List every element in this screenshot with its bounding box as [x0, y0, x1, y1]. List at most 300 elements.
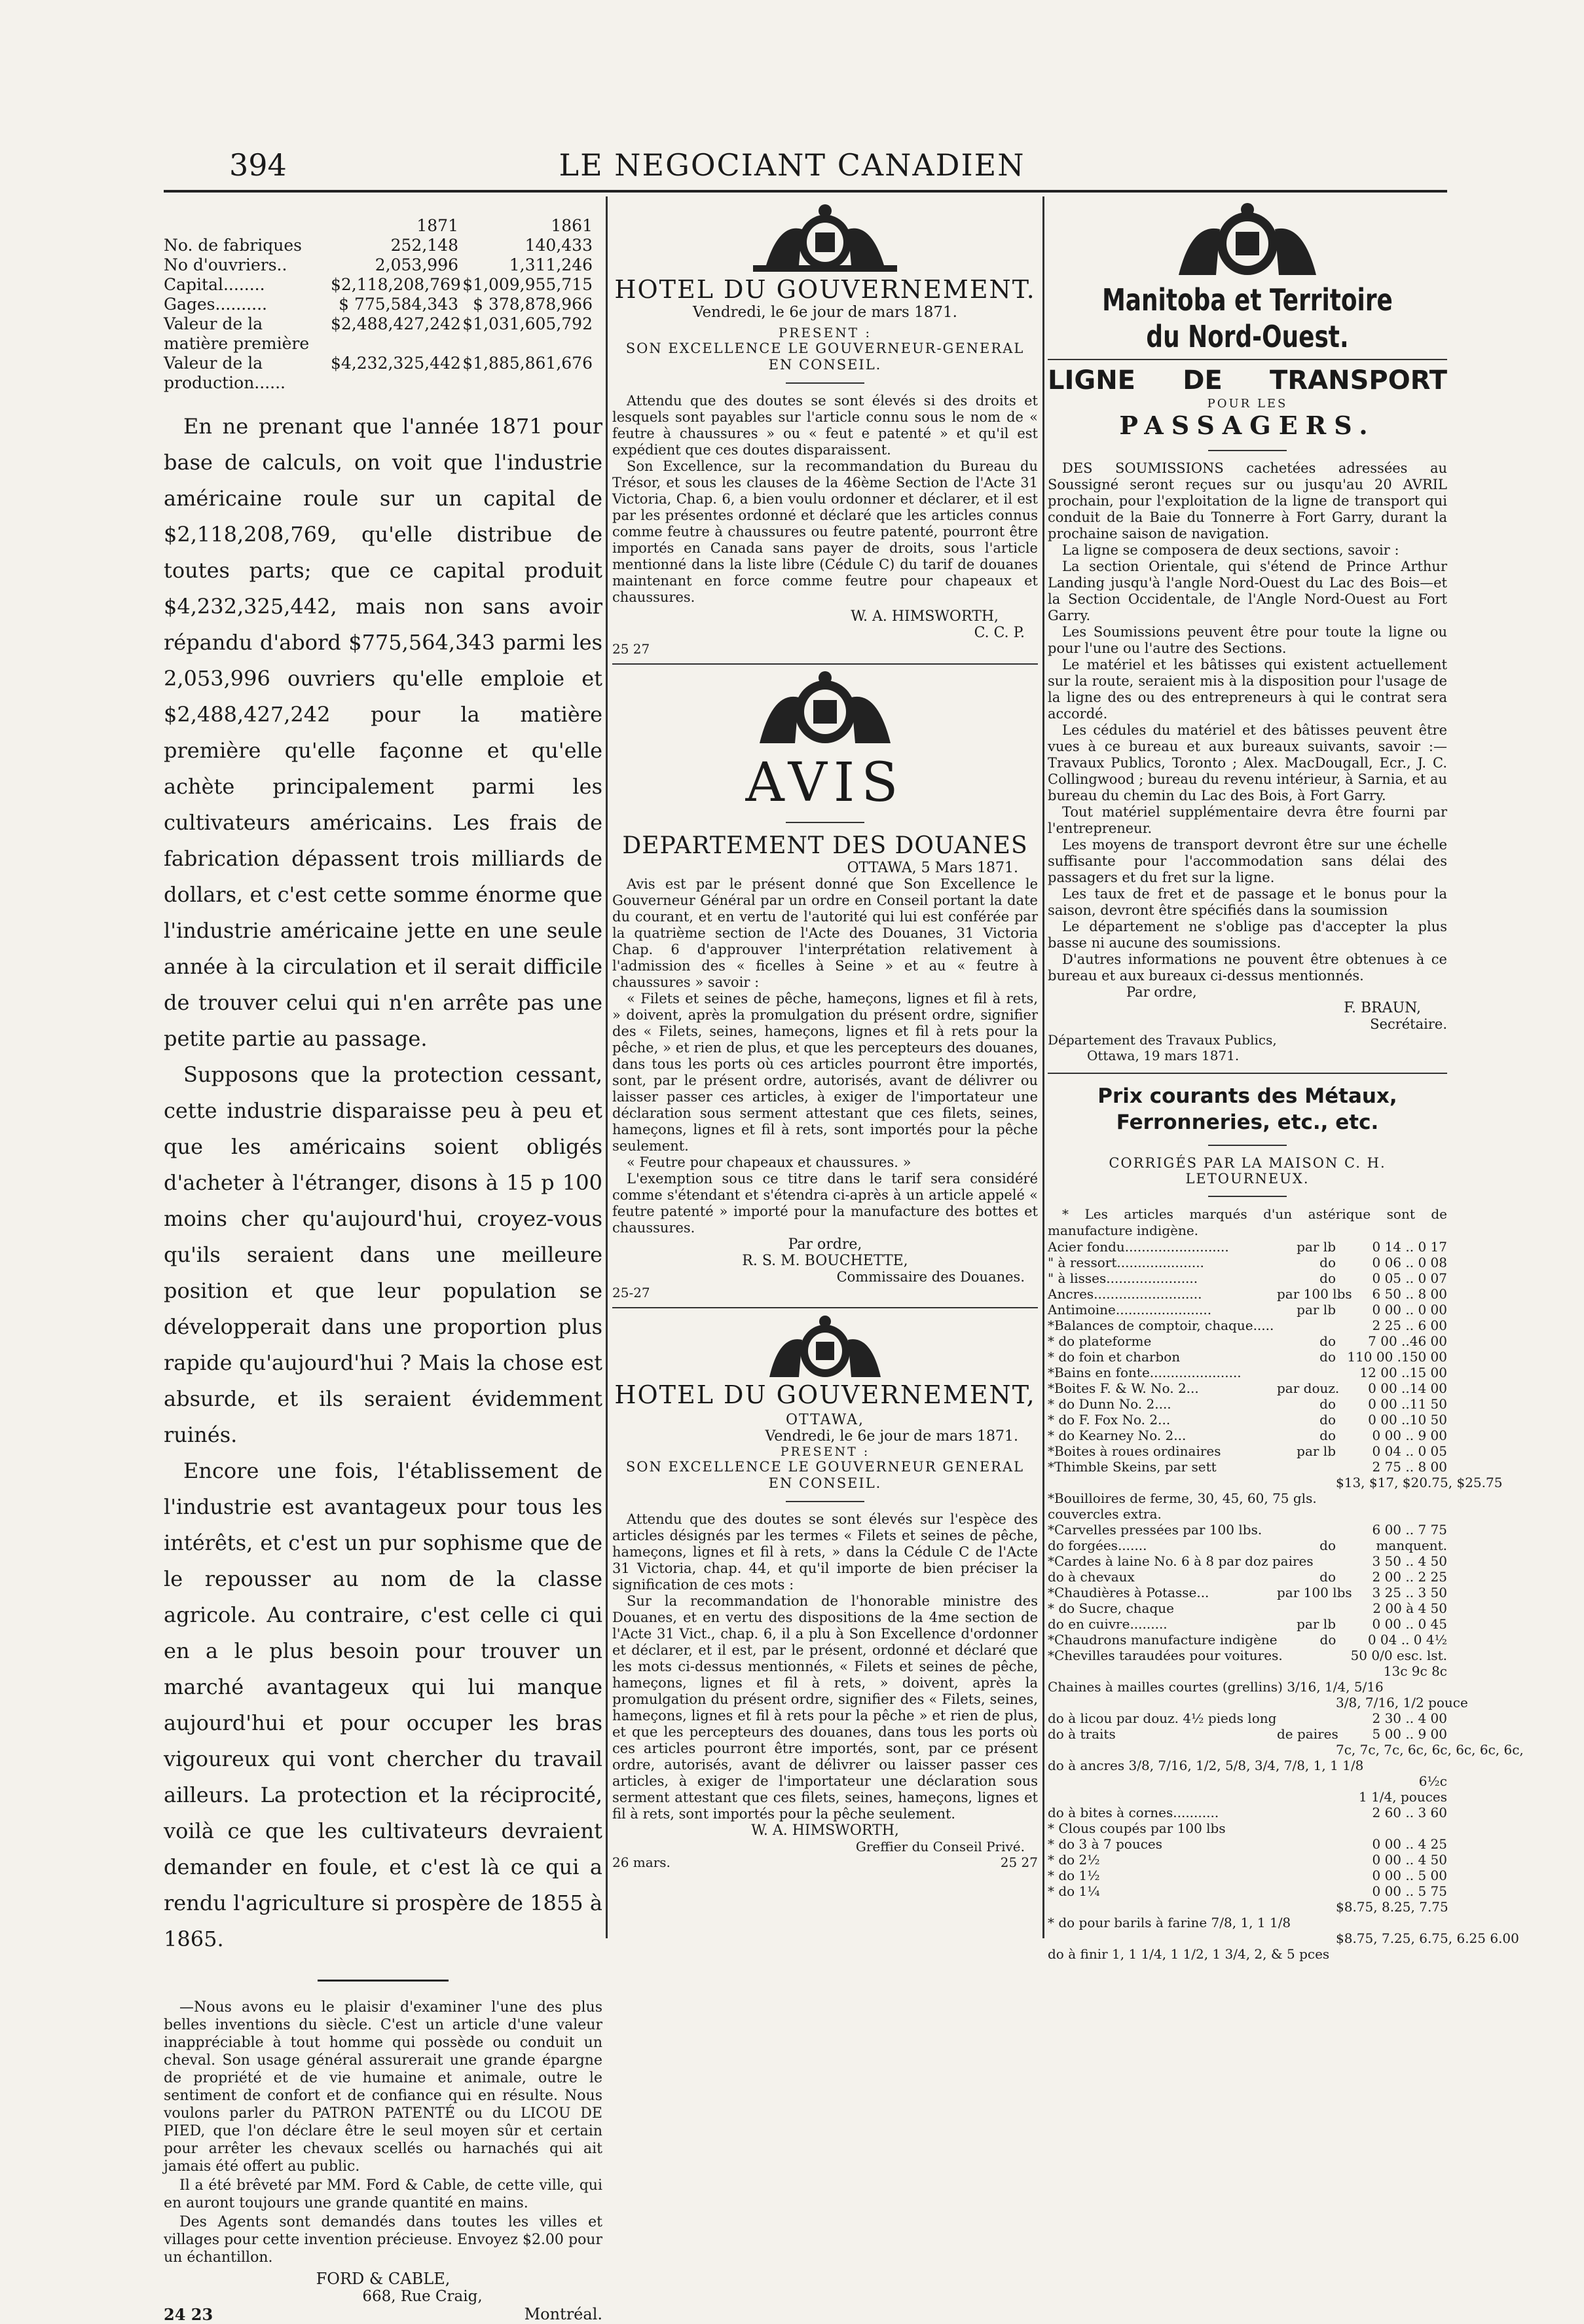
price-item: couvercles extra. [1048, 1506, 1162, 1522]
avis-paragraph-2: « Filets et seines de pêche, hameçons, lignes et fil à rets, » doivent, après la promulgation du présent ordre, signifier des « Filets, seines, hameçons, lignes et fil à rets pour la pêche, » et rien de plus, et que les percepteurs des douanes, dans tous les ports où ces articles pourront être importés, sont, par le présent ordre, autorisés, avant de délivrer ou laisser passer ces articles, à exiger de l'importateur une déclaration sous serment attestant que ces filets, seines, hameçons, lignes et fil à rets, sont importés pour la pêche seulement. [612, 991, 1038, 1154]
price-amount: 2 60 .. 3 60 [1372, 1805, 1447, 1820]
price-unit [1277, 1899, 1336, 1915]
manitoba-paragraph-1: DES SOUMISSIONS cachetées adressées au Soussigné seront reçues sur ou jusqu'au 20 AVRIL prochain, pour l'exploitation de la ligne de transport qui conduit de la Baie du Tonnerre à Fort Garry, durant la prochaine saison de navigation. [1048, 460, 1447, 542]
price-unit: par douz. [1277, 1380, 1340, 1396]
price-item: Acier fondu......................... [1048, 1239, 1229, 1255]
editorial-text [164, 409, 602, 1957]
price-amount: 0 00 .. 9 00 [1372, 1428, 1447, 1443]
price-amount: 0 00 .. 4 25 [1372, 1836, 1447, 1852]
price-row [1048, 1380, 1447, 1396]
price-unit: par lb [1297, 1616, 1336, 1632]
price-unit: do [1319, 1428, 1336, 1443]
price-amount: 0 05 .. 0 07 [1372, 1270, 1447, 1286]
table-header-row [164, 216, 602, 236]
price-unit: par 100 lbs [1277, 1585, 1352, 1600]
price-unit [1384, 1679, 1406, 1695]
statistics-table [164, 216, 602, 393]
price-row [1048, 1365, 1447, 1380]
manitoba-par-ordre: Par ordre, [1126, 984, 1197, 1000]
price-amount: 0 04 .. 0 05 [1372, 1443, 1447, 1459]
prix-courants-title: Prix courants des Métaux, Ferronneries, etc., etc. [1097, 1084, 1397, 1134]
price-row [1048, 1522, 1447, 1538]
price-row [1048, 1648, 1447, 1663]
manitoba-paragraph-11: D'autres informations ne pouvent être obtenues à ce bureau et aux bureaux ci-dessus mentionnés. [1048, 951, 1447, 984]
price-amount [1336, 1506, 1447, 1522]
price-item: * do plateforme [1048, 1333, 1152, 1349]
price-amount: 13c 9c 8c [1383, 1663, 1447, 1679]
manitoba-signature-title: Secrétaire. [1370, 1016, 1447, 1032]
price-row [1048, 1475, 1503, 1490]
price-unit [1277, 1475, 1336, 1490]
title-rule [1048, 359, 1447, 360]
price-amount [1362, 1490, 1447, 1506]
price-row [1048, 1710, 1447, 1726]
price-item: do à chevaux [1048, 1569, 1135, 1585]
price-row [1048, 1569, 1447, 1585]
prix-note-text: * Les articles marqués d'un astérique sont de manufacture indigène. [1048, 1206, 1447, 1238]
notice2-present: PRESENT : [780, 1445, 870, 1459]
price-unit [1277, 1789, 1336, 1805]
price-row [1048, 1333, 1447, 1349]
price-item: *Bouilloires de ferme, 30, 45, 60, 75 gls. [1048, 1490, 1317, 1506]
price-item [1048, 1789, 1277, 1805]
price-amount: 2 00 à 4 50 [1372, 1600, 1447, 1616]
page-number: 394 [229, 147, 287, 183]
price-unit [1277, 1600, 1336, 1616]
price-unit [1314, 1553, 1360, 1569]
price-unit [1277, 1522, 1336, 1538]
header-rule [164, 190, 1447, 193]
notice1-code: 25 27 [612, 641, 650, 657]
year-1871: 1871 [416, 216, 458, 235]
separator [1208, 450, 1287, 451]
separator [786, 822, 864, 823]
price-row [1048, 1679, 1447, 1695]
price-unit [1277, 1836, 1336, 1852]
manitoba-paragraph-10: Le département ne s'oblige pas d'accepter la plus basse ni aucune des soumissions. [1048, 919, 1447, 951]
price-unit [1277, 1742, 1336, 1758]
price-unit [1277, 1773, 1336, 1789]
notice2-date-foot: 26 mars. [612, 1854, 671, 1870]
table-row-value: $1,885,861,676 [462, 354, 593, 373]
separator [1208, 1145, 1287, 1146]
price-item [1048, 1695, 1277, 1710]
ad-footer [164, 2306, 602, 2323]
price-item: Antimoine....................... [1048, 1302, 1212, 1318]
table-row [164, 314, 602, 354]
price-amount [1393, 1758, 1447, 1773]
price-amount: $8.75, 8.25, 7.75 [1336, 1899, 1448, 1915]
notice1-body [612, 393, 1038, 606]
ad-paragraph-1: —Nous avons eu le plaisir d'examiner l'une des plus belles inventions du siècle. C'est un article d'une valeur inappréciable à tout homme qui possède ou conduit un cheval. Son usage général assurerait une grande épargne de propriété et de vie humaine et animale, outre le sentiment de confort et de confiance qui en résulte. Nous voulons parler du PATRON PATENTÉ ou du LICOU DE PIED, que l'on déclare être le seul moyen sûr et certain pour arrêter les chevaux scellés ou harnachés qui ait jamais été offert au public. [164, 1999, 602, 2175]
price-amount: 3/8, 7/16, 1/2 pouce [1336, 1695, 1468, 1710]
table-row [164, 275, 602, 295]
price-amount: 6½c [1418, 1773, 1447, 1789]
table-row-value: 252,148 [390, 236, 458, 255]
price-amount: manquent. [1376, 1538, 1447, 1553]
price-row [1048, 1553, 1447, 1569]
price-amount: 5 00 .. 9 00 [1372, 1726, 1447, 1742]
avis-par-ordre: Par ordre, [788, 1236, 862, 1253]
notice1-title: HOTEL DU GOUVERNEMENT. [614, 275, 1036, 304]
ad-signature-city: Montréal. [524, 2305, 602, 2323]
notice2-council: SON EXCELLENCE LE GOUVERNEUR GENERAL EN CONSEIL. [625, 1459, 1025, 1491]
avis-paragraph-1: Avis est par le présent donné que Son Excellence le Gouverneur Général par un ordre en Conseil portant la date du courant, et en vertu de l'autorité qui lui est conférée par la quatrième section de l'Acte des Douanes, 31 Victoria Chap. 6 d'approuver l'interprétation relativement à l'admission des « ficelles à Seine » et au « feutre à chaussures » savoir : [612, 876, 1038, 990]
price-row [1048, 1883, 1447, 1899]
price-row [1048, 1695, 1468, 1710]
notice1-paragraph-1: Attendu que des doutes se sont élevés si des droits et lesquels sont payables sur l'article connu sous le nom de « feutre à chaussures » ou « feut e patenté » et qu'il est expédient que ces doutes disparaissent. [612, 393, 1038, 458]
manitoba-title: Manitoba et Territoire du Nord-Ouest. [1102, 282, 1393, 354]
price-item: *Boites F. & W. No. 2... [1048, 1380, 1199, 1396]
price-unit: do [1319, 1569, 1336, 1585]
price-item: *Thimble Skeins, par sett [1048, 1459, 1217, 1475]
price-item [1048, 1773, 1277, 1789]
price-item: " à lisses...................... [1048, 1270, 1198, 1286]
price-amount: 3 25 .. 3 50 [1372, 1585, 1447, 1600]
price-row [1048, 1789, 1447, 1805]
notice2-code: 25 27 [1000, 1854, 1038, 1870]
price-item: *Chaudières à Potasse... [1048, 1585, 1209, 1600]
price-row [1048, 1506, 1447, 1522]
price-unit: do [1319, 1255, 1336, 1270]
price-item: * do 1¼ [1048, 1883, 1100, 1899]
price-item: do à licou par douz. 4½ pieds long [1048, 1710, 1277, 1726]
price-row [1048, 1443, 1447, 1459]
running-title: LE NEGOCIANT CANADIEN [559, 147, 1025, 183]
notice2-title: HOTEL DU GOUVERNEMENT, [614, 1380, 1036, 1409]
price-item: Chaines à mailles courtes (grellins) 3/16, 1/4, 5/16 [1048, 1679, 1384, 1695]
price-item: * do 3 à 7 pouces [1048, 1836, 1163, 1852]
price-item: *Chaudrons manufacture indigène [1048, 1632, 1278, 1648]
column-divider-1 [606, 196, 608, 1938]
price-amount: 0 04 .. 0 4½ [1367, 1632, 1447, 1648]
price-amount: 6 00 .. 7 75 [1372, 1522, 1447, 1538]
price-item [1048, 1475, 1277, 1490]
table-row-value: $ 775,584,343 [339, 295, 458, 314]
price-amount: $13, $17, $20.75, $25.75 [1336, 1475, 1503, 1490]
notice2-paragraph-2: Sur la recommandation de l'honorable ministre des Douanes, et en vertu des dispositions de la 4me section de l'Acte 31 Vict., chap. 6, il a plu à Son Excellence d'ordonner et déclarer, et il est, par le présent, ordonné et déclaré que les mots ci-dessus mentionnés, « Filets et seines de pêche, hameçons, lignes et fil à rets, » doivent, après la promulgation du présent ordre, signifier des « Filets, seines, hameçons, lignes et fil à rets pour la pêche » et rien de plus, et que les percepteurs des douanes, dans tous les ports où ces articles pourront être importés, sont, par ce présent ordre, autorisés, avant de délivrer ou laisser passer ces articles, à exiger de l'importateur une déclaration sous serment attestant que ces filets, seines, hameçons, lignes et fil à rets, sont importés pour la pêche seulement. [612, 1593, 1038, 1822]
table-row-value: $2,118,208,769 [331, 275, 461, 294]
ad-code: 24 23 [164, 2305, 213, 2324]
price-unit: par lb [1297, 1302, 1336, 1318]
price-amount [1370, 1946, 1447, 1962]
notice2-date: Vendredi, le 6e jour de mars 1871. [765, 1428, 1018, 1445]
price-unit [1363, 1758, 1392, 1773]
table-row-value: 1,311,246 [509, 255, 593, 274]
price-item: * do Dunn No. 2.... [1048, 1396, 1171, 1412]
table-row-value: $4,232,325,442 [331, 354, 461, 373]
price-amount: 2 00 .. 2 25 [1372, 1569, 1447, 1585]
manitoba-paragraph-7: Tout matériel supplémentaire devra être fourni par l'entrepreneur. [1048, 804, 1447, 836]
table-row-value: 2,053,996 [375, 255, 458, 274]
avis-signature-title: Commissaire des Douanes. [836, 1269, 1025, 1285]
price-item: * do F. Fox No. 2... [1048, 1412, 1171, 1428]
price-item: *Carvelles pressées par 100 lbs. [1048, 1522, 1262, 1538]
table-row-value: $2,488,427,242 [331, 314, 461, 333]
passagers-heading: PASSAGERS. [1119, 411, 1376, 440]
price-item: * do Sucre, chaque [1048, 1600, 1174, 1616]
price-amount: 3 50 .. 4 50 [1372, 1553, 1447, 1569]
price-amount: 0 00 .. 0 45 [1372, 1616, 1447, 1632]
price-amount: $8.75, 7.25, 6.75, 6.25 6.00 [1336, 1930, 1519, 1946]
table-row [164, 255, 602, 275]
ad-paragraph-2: Il a été brêveté par MM. Ford & Cable, de cette ville, qui en auront toujours une grande quantité en mains. [164, 2177, 602, 2211]
price-amount: 0 00 .. 0 00 [1372, 1302, 1447, 1318]
price-row [1048, 1396, 1447, 1412]
editorial-paragraph-3: Encore une fois, l'établissement de l'industrie est avantageux pour tous les intérêts, et c'est un pur sophisme que de le repousser au nom de la classe agricole. Au contraire, c'est celle ci qui en a le plus besoin pour trouver un marché avantageux qui lui manque aujourd'hui et pour occuper les bras vigoureux qui vont chercher du travail ailleurs. La protection et la réciprocité, voilà ce que les cultivateurs devraient demander en foule, et c'est là ce qui a rendu l'agriculture si prospère de 1855 à 1865. [164, 1458, 602, 1951]
ligne-word-2: DE [1183, 365, 1223, 396]
table-row-value: $ 378,878,966 [473, 295, 593, 314]
price-row [1048, 1270, 1447, 1286]
price-amount: 0 06 .. 0 08 [1372, 1255, 1447, 1270]
price-unit [1277, 1695, 1336, 1710]
notice-divider [1048, 1073, 1447, 1074]
editorial-paragraph-1: En ne prenant que l'année 1871 pour base de calculs, on voit que l'industrie américaine roule sur un capital de $2,118,208,769, qu'elle distribue de toutes parts; que ce capital produit $4,232,325,442, mais non sans avoir répandu d'abord $775,564,343 parmi les 2,053,996 ouvriers qu'elle emploie et $2,488,427,242 pour la matière première qu'elle façonne et qu'elle achète principalement parmi les cultivateurs américains. Les frais de fabrication dépassent trois milliards de dollars, et c'est cette somme énorme que l'industrie américaine jette en une seule année à la circulation et il serait difficile de trouver celui qui n'en arrête pas une petite partie au passage. [164, 414, 602, 1051]
price-unit: de paires [1277, 1726, 1338, 1742]
patron-patente-ad [164, 1999, 602, 2323]
notice1-signature: W. A. HIMSWORTH, [851, 608, 999, 625]
price-unit [1277, 1710, 1336, 1726]
price-amount: 1 1/4, pouces [1358, 1789, 1447, 1805]
price-unit [1277, 1930, 1336, 1946]
price-amount [1405, 1679, 1447, 1695]
manitoba-paragraph-9: Les taux de fret et de passage et le bonus pour la saison, devront être spécifiés dans la soumission [1048, 886, 1447, 918]
price-amount: 0 00 .. 5 00 [1372, 1868, 1447, 1883]
price-row [1048, 1915, 1447, 1930]
column-2 [612, 203, 1038, 1945]
price-row [1048, 1868, 1447, 1883]
price-unit: do [1319, 1412, 1336, 1428]
prix-note [1048, 1206, 1447, 1239]
price-amount: 0 00 ..14 00 [1368, 1380, 1447, 1396]
price-amount: 0 00 .. 4 50 [1372, 1852, 1447, 1868]
price-unit: par 100 lbs [1277, 1286, 1352, 1302]
price-amount: 7 00 ..46 00 [1368, 1333, 1447, 1349]
table-row [164, 295, 602, 314]
notice2-body [612, 1511, 1038, 1822]
column-3 [1048, 203, 1524, 1962]
price-row [1048, 1946, 1447, 1962]
price-item: do forgées....... [1048, 1538, 1147, 1553]
price-row [1048, 1758, 1447, 1773]
notice2-footer [612, 1854, 1038, 1870]
price-unit [1277, 1506, 1336, 1522]
table-row-label: Valeur de la matière première [164, 314, 310, 353]
price-row [1048, 1302, 1447, 1318]
table-row-label: No d'ouvriers.. [164, 255, 287, 274]
price-row [1048, 1805, 1447, 1820]
price-unit [1329, 1946, 1370, 1962]
price-row [1048, 1490, 1447, 1506]
price-amount: 2 30 .. 4 00 [1372, 1710, 1447, 1726]
manitoba-paragraph-8: Les moyens de transport devront être sur une échelle suffisante pour l'accommodation sans délai des passagers et du fret sur la ligne. [1048, 837, 1447, 885]
table-row-value: $1,031,605,792 [462, 314, 593, 333]
separator [1208, 1196, 1287, 1197]
price-item [1048, 1930, 1277, 1946]
price-row [1048, 1349, 1447, 1365]
year-1861: 1861 [551, 216, 593, 235]
price-item: do à traits [1048, 1726, 1116, 1742]
notice1-council: SON EXCELLENCE LE GOUVERNEUR-GENERAL EN CONSEIL. [625, 341, 1025, 373]
manitoba-department: Département des Travaux Publics, [1048, 1032, 1277, 1048]
price-row [1048, 1852, 1447, 1868]
manitoba-paragraph-3: La section Orientale, qui s'étend de Prince Arthur Landing jusqu'à l'angle Nord-Ouest du Lac des Bois—et la Section Occidentale, de l'Angle Nord-Ouest au Fort Garry. [1048, 559, 1447, 623]
price-row [1048, 1600, 1447, 1616]
price-item: Ancres.......................... [1048, 1286, 1202, 1302]
price-unit [1277, 1868, 1336, 1883]
notice2-signature-title: Greffier du Conseil Privé. [855, 1839, 1025, 1854]
price-item: * do Kearney No. 2... [1048, 1428, 1187, 1443]
manitoba-paragraph-6: Les cédules du matériel et des bâtisses peuvent être vues à ce bureau et aux bureaux suivants, savoir :—Travaux Publics, Toronto ; Alex. MacDougall, Ecr., J. C. Collingwood ; bureau du revenu intérieur, à Sarnia, et au bureau du chemin du Lac des Bois, à Fort Garry. [1048, 722, 1447, 803]
price-row [1048, 1726, 1447, 1742]
avis-code: 25-27 [612, 1285, 650, 1300]
price-item [1048, 1663, 1277, 1679]
ornamental-divider [318, 1980, 449, 1982]
table-row-label: Capital........ [164, 275, 265, 294]
price-amount: 50 0/0 esc. lst. [1350, 1648, 1447, 1663]
price-item: do à ancres 3/8, 7/16, 1/2, 5/8, 3/4, 7/8, 1, 1 1/8 [1048, 1758, 1364, 1773]
notice-divider [612, 1307, 1038, 1308]
price-item: * do 2½ [1048, 1852, 1100, 1868]
notice1-date: Vendredi, le 6e jour de mars 1871. [692, 304, 957, 321]
price-amount: 7c, 7c, 7c, 6c, 6c, 6c, 6c, 6c, [1336, 1742, 1524, 1758]
price-unit [1291, 1915, 1345, 1930]
price-unit [1277, 1318, 1336, 1333]
price-amount: 110 00 .150 00 [1347, 1349, 1447, 1365]
manitoba-date: Ottawa, 19 mars 1871. [1087, 1048, 1240, 1063]
column-divider-2 [1042, 196, 1044, 1938]
price-amount: 6 50 .. 8 00 [1372, 1286, 1447, 1302]
price-row [1048, 1286, 1447, 1302]
price-unit: par lb [1297, 1443, 1336, 1459]
editorial-paragraph-2: Supposons que la protection cessant, cette industrie disparaisse peu à peu et que les américains soient obligés d'acheter à l'étranger, disons à 15 p 100 moins cher qu'aujourd'hui, croyez-vous qu'ils seraient dans une meilleure position et que leur population se développerait dans une proportion plus rapide qu'aujourd'hui ? Mais la chose est absurde, et ils seraient évidemment ruinés. [164, 1062, 602, 1447]
price-amount: 0 14 .. 0 17 [1372, 1239, 1447, 1255]
price-item: * do 1½ [1048, 1868, 1100, 1883]
price-unit [1277, 1365, 1336, 1380]
royal-crest-icon [727, 671, 923, 750]
notice-divider [612, 663, 1038, 665]
price-item [1048, 1742, 1277, 1758]
price-item: *Balances de comptoir, chaque..... [1048, 1318, 1274, 1333]
pour-les: POUR LES [1207, 397, 1288, 411]
avis-department: DEPARTEMENT DES DOUANES [622, 832, 1028, 859]
price-unit [1317, 1490, 1362, 1506]
manitoba-paragraph-2: La ligne se composera de deux sections, savoir : [1062, 542, 1399, 558]
price-item: * Clous coupés par 100 lbs [1048, 1820, 1226, 1836]
price-row [1048, 1742, 1524, 1758]
price-unit: do [1319, 1333, 1336, 1349]
price-unit: do [1319, 1538, 1336, 1553]
price-row [1048, 1899, 1447, 1915]
price-item: do en cuivre......... [1048, 1616, 1168, 1632]
ligne-transport-heading [1048, 364, 1447, 397]
price-unit [1283, 1648, 1340, 1663]
manitoba-signature: F. BRAUN, [1344, 1000, 1421, 1016]
table-row-value: $1,009,955,715 [462, 275, 593, 294]
price-item [1048, 1899, 1277, 1915]
price-item: *Chevilles taraudées pour voitures. [1048, 1648, 1283, 1663]
prix-corriges: CORRIGÉS PAR LA MAISON C. H. LETOURNEUX. [1109, 1155, 1386, 1187]
price-amount: 0 00 ..10 50 [1368, 1412, 1447, 1428]
notice1-paragraph-2: Son Excellence, sur la recommandation du Bureau du Trésor, et sous les clauses de la 46ème Section de l'Acte 31 Victoria, Chap. 6, a bien voulu ordonner et déclarer, et il est par les présentes ordonné et déclaré que les articles connus comme feutre à chaussures ou feutre patenté, pourront être importés en Canada sans payer de droits, sous l'article mentionné dans la liste libre (Cédule C) du tarif de douanes maintenant en force comme feutre pour chapeaux et chaussures. [612, 458, 1038, 605]
manitoba-paragraph-4: Les Soumissions peuvent être pour toute la ligne ou pour l'une ou l'autre des Sections. [1048, 624, 1447, 656]
ligne-word-3: TRANSPORT [1270, 365, 1447, 396]
price-row [1048, 1538, 1447, 1553]
price-item: *Cardes à laine No. 6 à 8 par doz paires [1048, 1553, 1314, 1569]
price-unit [1277, 1459, 1336, 1475]
column-1 [164, 203, 602, 2324]
avis-paragraph-3: « Feutre pour chapeaux et chaussures. » [627, 1154, 912, 1170]
royal-crest-icon [733, 1315, 917, 1380]
price-row [1048, 1632, 1447, 1648]
price-item: do à finir 1, 1 1/4, 1 1/2, 1 3/4, 2, & 5 pces [1048, 1946, 1330, 1962]
price-item: " à ressort..................... [1048, 1255, 1204, 1270]
price-unit: do [1319, 1396, 1336, 1412]
avis-title: AVIS [745, 752, 905, 814]
price-row [1048, 1773, 1447, 1789]
price-row [1048, 1459, 1447, 1475]
price-row [1048, 1239, 1447, 1255]
royal-crest-icon [1143, 203, 1352, 282]
price-unit [1277, 1663, 1336, 1679]
price-unit: do [1319, 1349, 1336, 1365]
price-unit [1277, 1883, 1336, 1899]
notice1-signature-title: C. C. P. [974, 625, 1025, 641]
price-item: * do pour barils à farine 7/8, 1, 1 1/8 [1048, 1915, 1291, 1930]
price-amount [1336, 1820, 1447, 1836]
price-amount: 0 00 .. 5 75 [1372, 1883, 1447, 1899]
avis-body [612, 876, 1038, 1236]
price-row [1048, 1412, 1447, 1428]
price-item: *Boites à roues ordinaires [1048, 1443, 1221, 1459]
price-amount: 12 00 ..15 00 [1359, 1365, 1447, 1380]
price-unit: do [1319, 1632, 1336, 1648]
price-row [1048, 1318, 1447, 1333]
price-row [1048, 1930, 1519, 1946]
table-row-value: 140,433 [525, 236, 593, 255]
table-row [164, 354, 602, 393]
price-item: *Bains en fonte...................... [1048, 1365, 1242, 1380]
ligne-word-1: LIGNE [1048, 365, 1136, 396]
price-unit [1277, 1805, 1336, 1820]
price-row [1048, 1820, 1447, 1836]
price-unit: par lb [1297, 1239, 1336, 1255]
manitoba-paragraph-5: Le matériel et les bâtisses qui existent actuellement sur la route, seraient mis à la disposition pour l'usage de la ligne des ou des entrepreneurs à qui le contrat sera accordé. [1048, 657, 1447, 722]
price-row [1048, 1836, 1447, 1852]
price-row [1048, 1428, 1447, 1443]
table-row-label: Gages.......... [164, 295, 267, 314]
notice2-paragraph-1: Attendu que des doutes se sont élevés sur l'espèce des articles désignés par les termes « Filets et seines de pêche, hameçons, lignes et fil à rets, » dans la Cédule C de l'Acte 31 Victoria, chap. 44, et qu'il importe de bien préciser la signification de ces mots : [612, 1511, 1038, 1593]
price-item: * do foin et charbon [1048, 1349, 1181, 1365]
price-row [1048, 1585, 1447, 1600]
price-row [1048, 1255, 1447, 1270]
separator [786, 1501, 864, 1502]
separator [786, 382, 864, 384]
price-unit [1277, 1820, 1336, 1836]
ad-paragraph-3: Des Agents sont demandés dans toutes les villes et villages pour cette invention précieuse. Envoyez $2.00 pour un échantillon. [164, 2214, 602, 2266]
table-row-label: Valeur de la production...... [164, 354, 285, 392]
avis-paragraph-4: L'exemption sous ce titre dans le tarif sera considéré comme s'étendant et s'étendra ci-après à un article appelé « feutre patenté » importé pour la manufacture des bottes et chaussures. [612, 1171, 1038, 1236]
notice1-present: PRESENT : [778, 325, 872, 341]
manitoba-body [1048, 460, 1447, 984]
price-amount [1345, 1915, 1447, 1930]
avis-signature: R. S. M. BOUCHETTE, [742, 1253, 908, 1269]
price-amount: 2 75 .. 8 00 [1372, 1459, 1447, 1475]
ad-signature-address: 668, Rue Craig, [362, 2288, 483, 2305]
price-row [1048, 1616, 1447, 1632]
price-list [1048, 1239, 1524, 1962]
table-row [164, 236, 602, 255]
